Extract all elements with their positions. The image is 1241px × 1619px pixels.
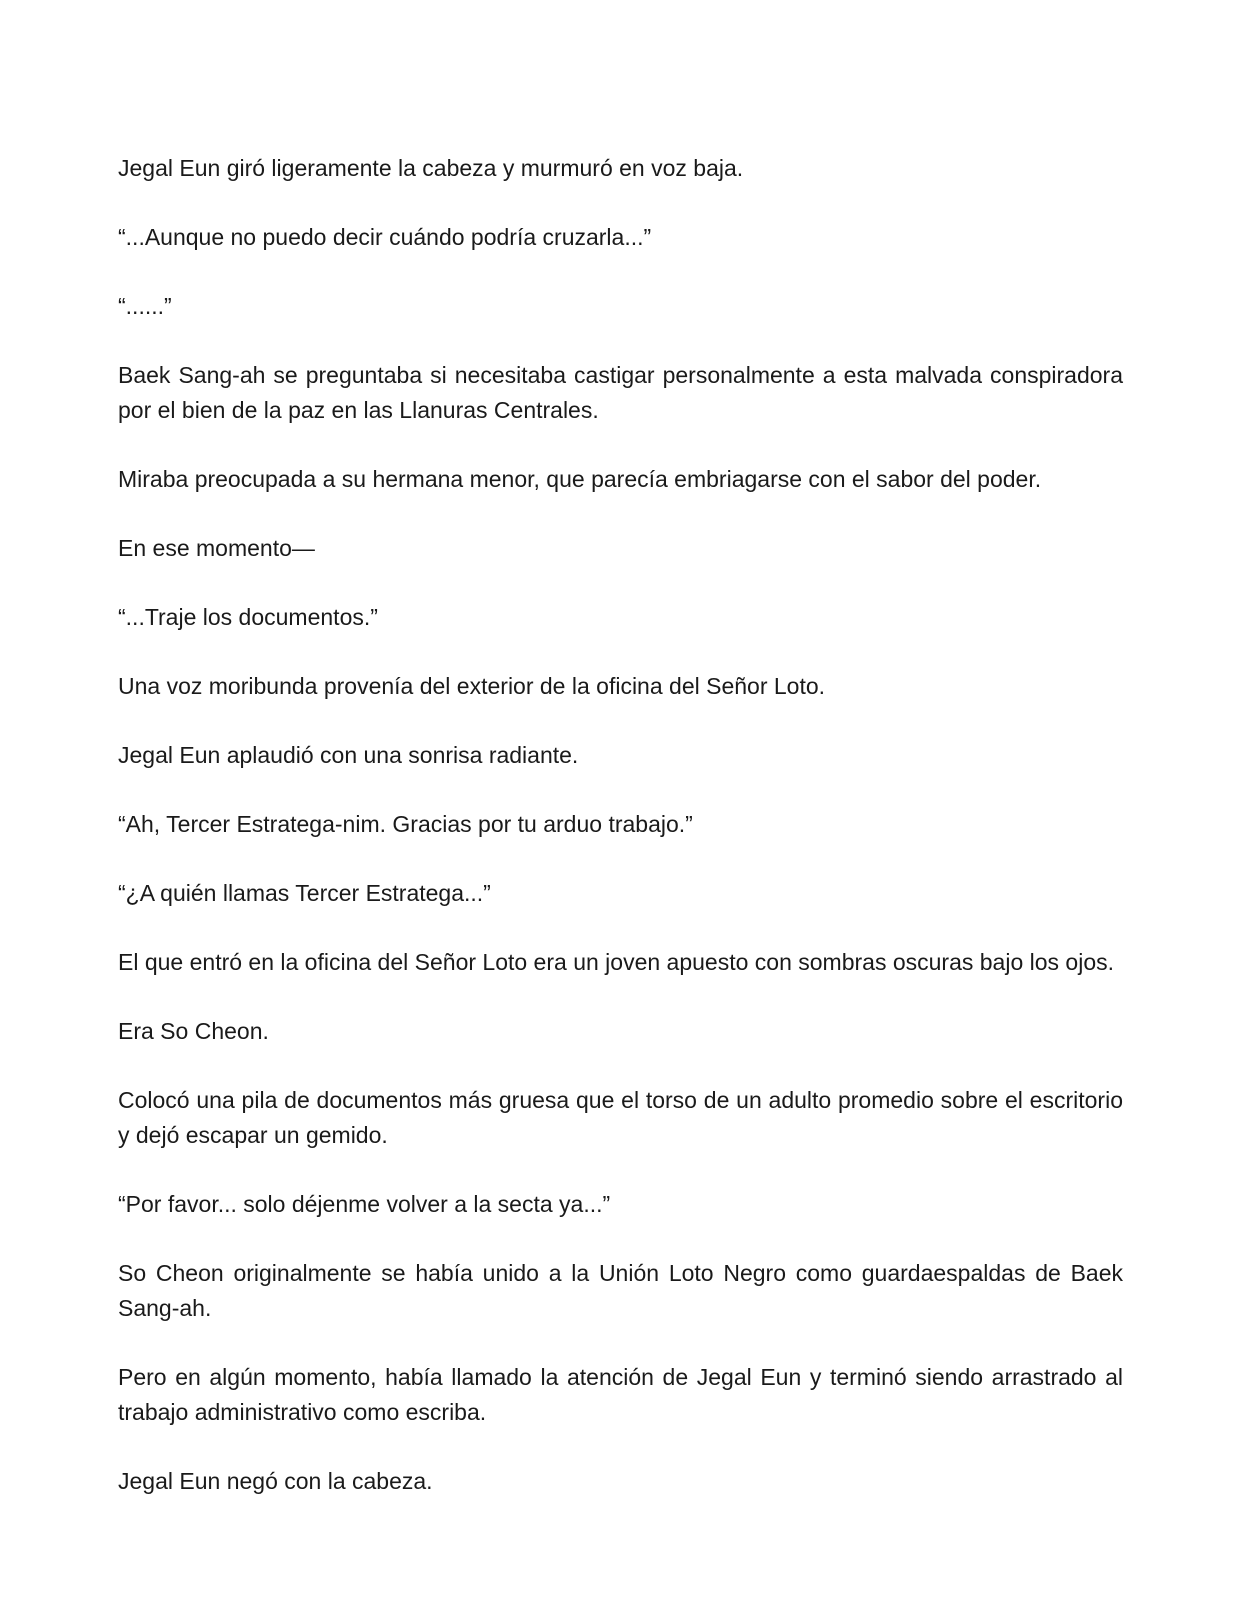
paragraph: “Ah, Tercer Estratega-nim. Gracias por tu arduo trabajo.” — [118, 811, 693, 837]
paragraph: El que entró en la oficina del Señor Loto era un joven apuesto con sombras oscuras bajo los ojos. — [118, 949, 1115, 975]
paragraph: “...Traje los documentos.” — [118, 604, 378, 630]
paragraph: Miraba preocupada a su hermana menor, que parecía embriagarse con el sabor del poder. — [118, 466, 1042, 492]
document-body — [118, 151, 1123, 1533]
paragraph: “Por favor... solo déjenme volver a la secta ya...” — [118, 1191, 611, 1217]
paragraph: En ese momento— — [118, 535, 315, 561]
paragraph: “......” — [118, 293, 172, 319]
paragraph: Jegal Eun giró ligeramente la cabeza y murmuró en voz baja. — [118, 155, 744, 181]
paragraph: “...Aunque no puedo decir cuándo podría cruzarla...” — [118, 224, 652, 250]
paragraph: Baek Sang-ah se preguntaba si necesitaba castigar personalmente a esta malvada conspiradora por el bien de la paz en las Llanuras Centrales. — [118, 362, 1123, 423]
paragraph: Jegal Eun aplaudió con una sonrisa radiante. — [118, 742, 579, 768]
paragraph: Colocó una pila de documentos más gruesa que el torso de un adulto promedio sobre el escritorio y dejó escapar un gemido. — [118, 1087, 1123, 1148]
paragraph: Jegal Eun negó con la cabeza. — [118, 1468, 433, 1494]
paragraph: So Cheon originalmente se había unido a la Unión Loto Negro como guardaespaldas de Baek Sang-ah. — [118, 1260, 1123, 1321]
paragraph: Era So Cheon. — [118, 1018, 269, 1044]
paragraph: Pero en algún momento, había llamado la atención de Jegal Eun y terminó siendo arrastrado al trabajo administrativo como escriba. — [118, 1364, 1123, 1425]
paragraph: “¿A quién llamas Tercer Estratega...” — [118, 880, 491, 906]
paragraph: Una voz moribunda provenía del exterior de la oficina del Señor Loto. — [118, 673, 826, 699]
